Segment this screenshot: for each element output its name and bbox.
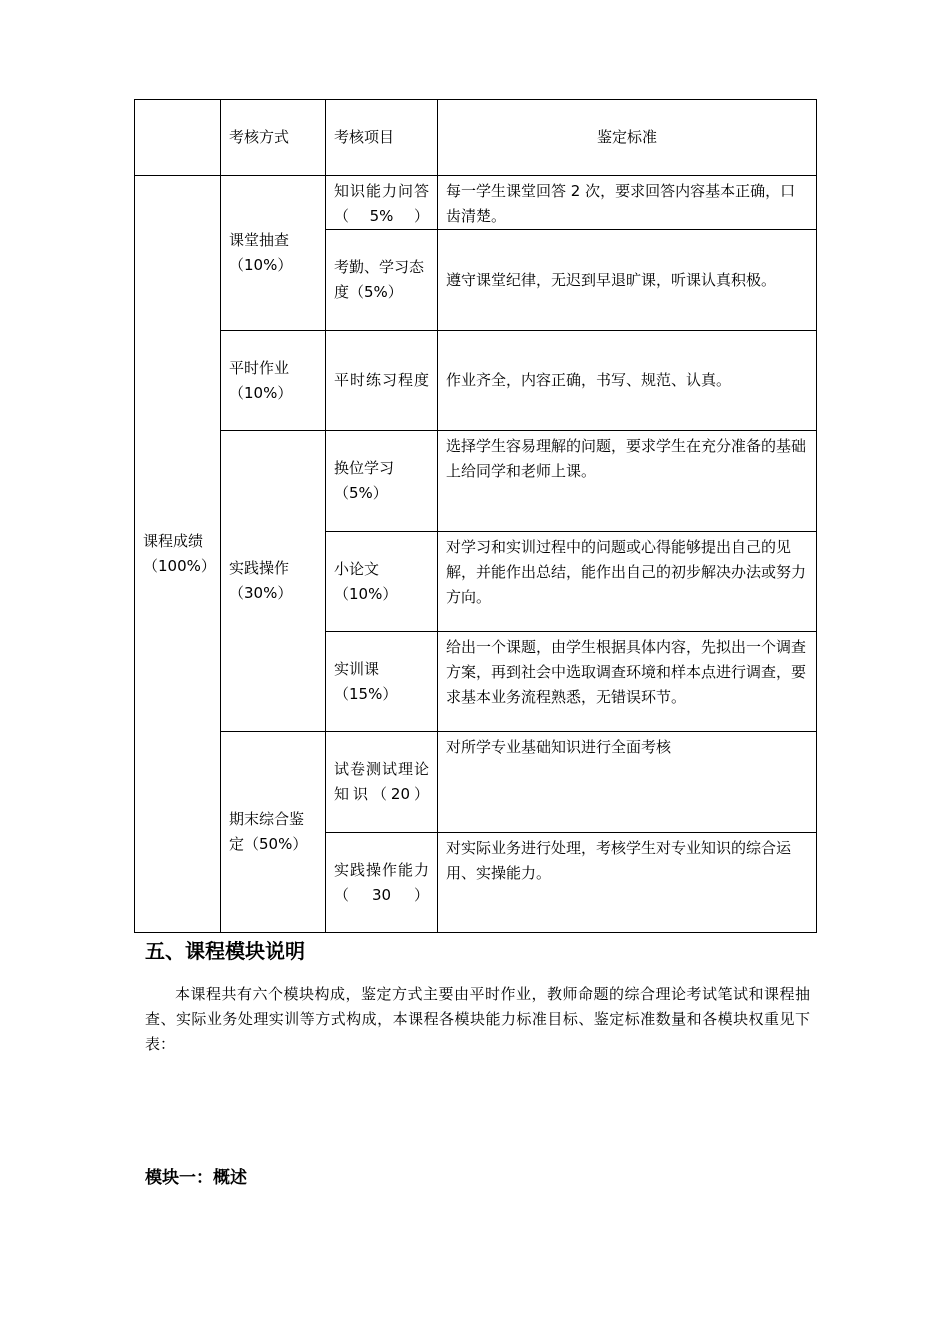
standard-cell: 每一学生课堂回答 2 次，要求回答内容基本正确，口齿清楚。 bbox=[438, 176, 817, 230]
header-cell-method: 考核方式 bbox=[221, 100, 326, 176]
standard-cell: 遵守课堂纪律，无迟到早退旷课，听课认真积极。 bbox=[438, 230, 817, 331]
method-cell: 实践操作（30%） bbox=[221, 431, 326, 732]
item-cell: 考勤、学习态度（5%） bbox=[326, 230, 438, 331]
header-cell-item: 考核项目 bbox=[326, 100, 438, 176]
standard-cell: 对所学专业基础知识进行全面考核 bbox=[438, 732, 817, 833]
item-cell: 知识能力问答（5%） bbox=[326, 176, 438, 230]
standard-cell: 作业齐全，内容正确，书写、规范、认真。 bbox=[438, 331, 817, 431]
standard-cell: 对学习和实训过程中的问题或心得能够提出自己的见解，并能作出总结，能作出自己的初步解决办法或努力方向。 bbox=[438, 532, 817, 632]
item-cell: 换位学习（5%） bbox=[326, 431, 438, 532]
item-cell: 实践操作能力（30） bbox=[326, 833, 438, 933]
item-cell: 小论文（10%） bbox=[326, 532, 438, 632]
header-cell-standard: 鉴定标准 bbox=[438, 100, 817, 176]
standard-cell: 给出一个课题，由学生根据具体内容，先拟出一个调查方案，再到社会中选取调查环境和样本点进行调查，要求基本业务流程熟悉，无错误环节。 bbox=[438, 632, 817, 732]
table-header-row bbox=[135, 100, 817, 176]
table-row bbox=[135, 431, 817, 532]
item-cell: 平时练习程度 bbox=[326, 331, 438, 431]
section-paragraph: 本课程共有六个模块构成，鉴定方式主要由平时作业，教师命题的综合理论考试笔试和课程抽查、实际业务处理实训等方式构成，本课程各模块能力标准目标、鉴定标准数量和各模块权重见下表： bbox=[145, 985, 810, 1053]
table-row bbox=[135, 331, 817, 431]
method-cell: 课堂抽查（10%） bbox=[221, 176, 326, 331]
method-cell: 平时作业（10%） bbox=[221, 331, 326, 431]
standard-cell: 选择学生容易理解的问题，要求学生在充分准备的基础上给同学和老师上课。 bbox=[438, 431, 817, 532]
table-row bbox=[135, 732, 817, 833]
standard-cell: 对实际业务进行处理，考核学生对专业知识的综合运用、实操能力。 bbox=[438, 833, 817, 933]
section-title: 五、课程模块说明 bbox=[145, 939, 305, 963]
item-cell: 试卷测试理论知识（20） bbox=[326, 732, 438, 833]
method-cell: 期末综合鉴定（50%） bbox=[221, 732, 326, 933]
item-cell: 实训课（15%） bbox=[326, 632, 438, 732]
module-title: 模块一：概述 bbox=[145, 1168, 247, 1188]
header-cell-blank bbox=[135, 100, 221, 176]
category-cell: 课程成绩（100%） bbox=[135, 176, 221, 933]
assessment-table bbox=[134, 99, 817, 933]
table-row bbox=[135, 176, 817, 230]
